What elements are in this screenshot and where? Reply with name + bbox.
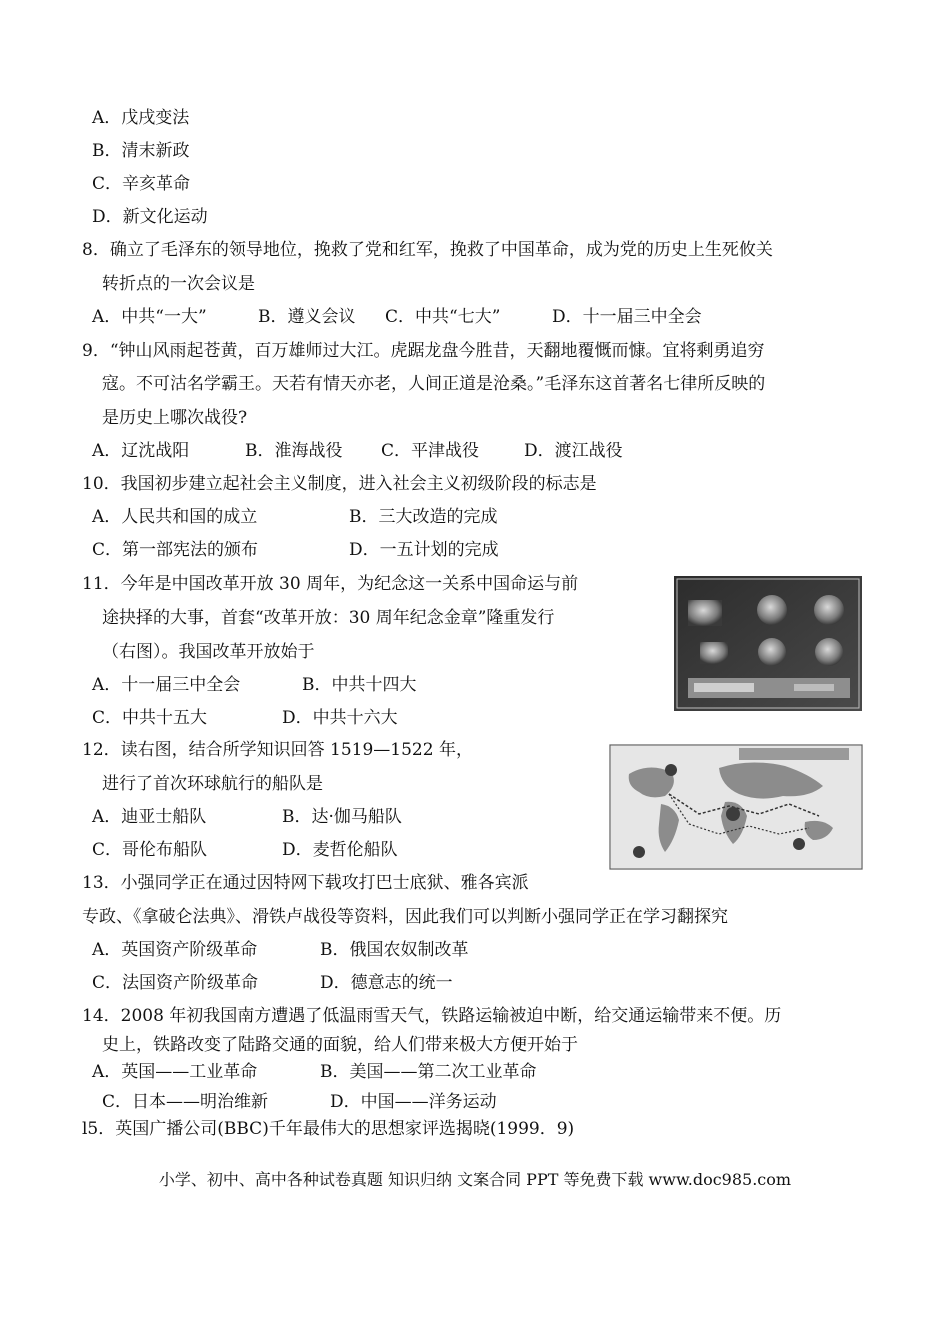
q13-stem-line-2: 专政、《拿破仑法典》、滑铁卢战役等资料，因此我们可以判断小强同学正在学习翻探究 (82, 907, 728, 927)
q9-stem-line-1: 9．“钟山风雨起苍黄，百万雄师过大江。虎踞龙盘今胜昔，天翻地覆慨而慷。宜将剩勇追穷 (82, 341, 765, 361)
q11-option-b: B．中共十四大 (302, 675, 417, 695)
q14-stem-line-2: 史上，铁路改变了陆路交通的面貌，给人们带来极大方便开始于 (102, 1035, 578, 1055)
q12-option-c: C．哥伦布船队 (92, 840, 208, 860)
q12-option-a: A．迪亚士船队 (92, 807, 207, 827)
q10-option-d: D．一五计划的完成 (349, 540, 499, 560)
q13-stem-line-1: 13．小强同学正在通过因特网下载攻打巴士底狱、雅各宾派 (82, 873, 529, 893)
q10-stem: 10．我国初步建立起社会主义制度，进入社会主义初级阶段的标志是 (82, 474, 597, 494)
q12-stem-line-2: 进行了首次环球航行的船队是 (102, 774, 323, 794)
q9-option-c: C．平津战役 (381, 441, 480, 461)
q15-stem: l5．英国广播公司(BBC)千年最伟大的思想家评选揭晓(1999．9) (82, 1119, 575, 1139)
q14-option-b: B．美国——第二次工业革命 (320, 1062, 537, 1082)
q14-stem-line-1: 14．2008 年初我国南方遭遇了低温雨雪天气，铁路运输被迫中断，给交通运输带来不便。历 (82, 1006, 782, 1026)
q13-option-c: C．法国资产阶级革命 (92, 973, 259, 993)
q8-stem-line-2: 转折点的一次会议是 (102, 274, 255, 294)
q10-option-b: B．三大改造的完成 (349, 507, 498, 527)
q7-option-c: C．辛亥革命 (92, 174, 191, 194)
q8-option-c: C．中共“七大” (385, 307, 501, 327)
q7-option-d: D．新文化运动 (92, 207, 208, 227)
q12-option-d: D．麦哲伦船队 (282, 840, 398, 860)
q7-option-b: B．清末新政 (92, 141, 190, 161)
voyage-map-image (609, 744, 863, 870)
q8-option-d: D．十一届三中全会 (552, 307, 702, 327)
q9-option-a: A．辽沈战阳 (92, 441, 190, 461)
q8-option-b: B．遵义会议 (258, 307, 356, 327)
q12-stem-line-1: 12．读右图，结合所学知识回答 1519—1522 年， (82, 740, 473, 760)
medal-set-image (674, 576, 862, 711)
q11-option-d: D．中共十六大 (282, 708, 398, 728)
page-footer: 小学、初中、高中各种试卷真题 知识归纳 文案合同 PPT 等免费下载 www.doc985.com (158, 1170, 792, 1189)
q11-stem-line-1: 11．今年是中国改革开放 30 周年，为纪念这一关系中国命运与前 (82, 574, 579, 594)
q11-stem-line-2: 途抉择的大事，首套“改革开放：30 周年纪念金章”隆重发行 (102, 608, 555, 628)
q14-option-c: C．日本——明治维新 (102, 1092, 269, 1112)
q13-option-b: B．俄国农奴制改革 (320, 940, 469, 960)
q11-stem-line-3: （右图）。我国改革开放始于 (102, 642, 315, 662)
q9-option-d: D．渡江战役 (524, 441, 623, 461)
q7-option-a: A．戊戌变法 (92, 108, 190, 128)
q9-option-b: B．淮海战役 (245, 441, 343, 461)
q14-option-d: D．中国——洋务运动 (330, 1092, 497, 1112)
q9-stem-line-2: 寇。不可沽名学霸王。天若有情天亦老，人间正道是沧桑。”毛泽东这首著名七律所反映的 (102, 374, 766, 394)
q11-option-a: A．十一届三中全会 (92, 675, 241, 695)
q13-option-a: A．英国资产阶级革命 (92, 940, 258, 960)
q11-option-c: C．中共十五大 (92, 708, 208, 728)
q8-stem-line-1: 8．确立了毛泽东的领导地位，挽救了党和红军，挽救了中国革命，成为党的历史上生死攸关 (82, 240, 773, 260)
q14-option-a: A．英国——工业革命 (92, 1062, 258, 1082)
q8-option-a: A．中共“一大” (92, 307, 207, 327)
q13-option-d: D．德意志的统一 (320, 973, 453, 993)
q12-option-b: B．达·伽马船队 (282, 807, 402, 827)
q10-option-c: C．第一部宪法的颁布 (92, 540, 259, 560)
q9-stem-line-3: 是历史上哪次战役? (102, 408, 248, 428)
q10-option-a: A．人民共和国的成立 (92, 507, 258, 527)
